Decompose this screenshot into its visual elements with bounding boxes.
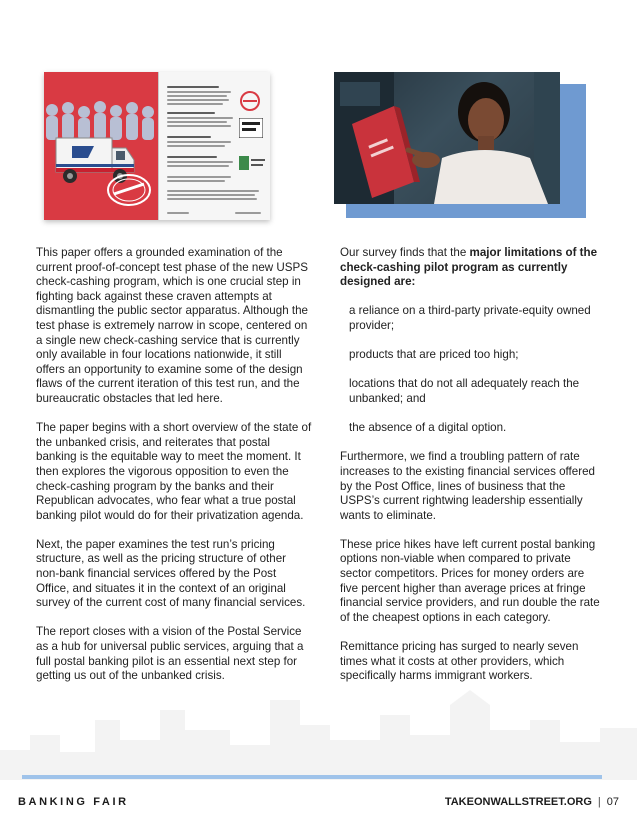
- publication-name: BANKING FAIR: [18, 796, 129, 808]
- footer-right: [445, 796, 619, 808]
- woman-reading-report-photo: [334, 72, 560, 204]
- remittance-paragraph: Remittance pricing has surged to nearly seven times what it costs at other providers, which specifically harms immigrant workers.: [340, 640, 579, 683]
- circle-logo-icon: [237, 90, 263, 112]
- list-item: products that are priced too high;: [349, 348, 519, 362]
- survey-intro-bold-text: major limitations of the check-cashing pilot program as currently designed are:: [340, 246, 598, 289]
- list-item: locations that do not all adequately reach the unbanked; and: [349, 377, 580, 405]
- limitations-list: [340, 304, 602, 435]
- booklet-cover: [44, 72, 158, 220]
- woman-reading-illustration: [334, 72, 560, 204]
- footer-separator: |: [597, 796, 601, 808]
- list-item: the absence of a digital option.: [349, 421, 507, 435]
- list-item: a reliance on a third-party private-equity owned provider;: [349, 304, 591, 332]
- footer-divider: [22, 775, 602, 779]
- left-text-column: [36, 246, 312, 698]
- right-text-column: [340, 246, 602, 698]
- survey-findings-paragraph: [340, 246, 602, 290]
- report-booklet-image: [44, 72, 270, 220]
- booklet-inner-page: [158, 72, 270, 220]
- intro-paragraph: This paper offers a grounded examination of the current proof-of-concept test phase of the new USPS check-cashing program, which is one crucial step in fighting back against these craven attempts at dismantling the public sector apparatus. Although the test phase is extremely narrow in scope, centered on a single new check-cashing service that is currently only available in four locations nationwide, it still offers an opportunity to examine some of the design flaws of the current iteration of this test run, and the bureaucratic obstacles that led here.: [36, 246, 308, 405]
- page-number: 07: [606, 796, 619, 808]
- take-on-wall-street-logo-icon: [239, 118, 263, 138]
- overview-paragraph: The paper begins with a short overview of the state of the unbanked crisis, and reiterates that postal banking is the equitable way to meet the moment. It then explores the vigorous opposition to even the check-cashing program by the banks and their Republican advocates, who fear what a true postal banking pilot would do for their privatization agenda.: [36, 421, 312, 522]
- closing-paragraph: The report closes with a vision of the Postal Service as a hub for universal public services, arguing that a full postal banking pilot is an essential next step for getting us out of the unbanked crisis.: [36, 625, 304, 683]
- partner-logo-icon: [239, 156, 265, 170]
- site-link[interactable]: TAKEONWALLSTREET.ORG: [444, 796, 592, 808]
- rate-increase-paragraph: Furthermore, we find a troubling pattern of rate increases to the existing financial services offered by the Post Office, lines of business that the USPS’s current rightwing leadership essentially wants to eliminate.: [340, 450, 595, 522]
- save-post-office-stamp-icon: [106, 172, 152, 208]
- price-hikes-paragraph: These price hikes have left current postal banking options non-viable when compared to private sector competitors. Prices for money orders are five percent higher than average prices at fringe financial service providers, and run double the rate of the cheapest options in each category.: [340, 537, 600, 624]
- pricing-paragraph: Next, the paper examines the test run’s pricing structure, as well as the pricing structure of other non-bank financial services offered by the Post Office, and situates it in the context of an original survey of the current cost of many financial services.: [36, 537, 306, 610]
- survey-intro-text: Our survey finds that the: [340, 246, 470, 259]
